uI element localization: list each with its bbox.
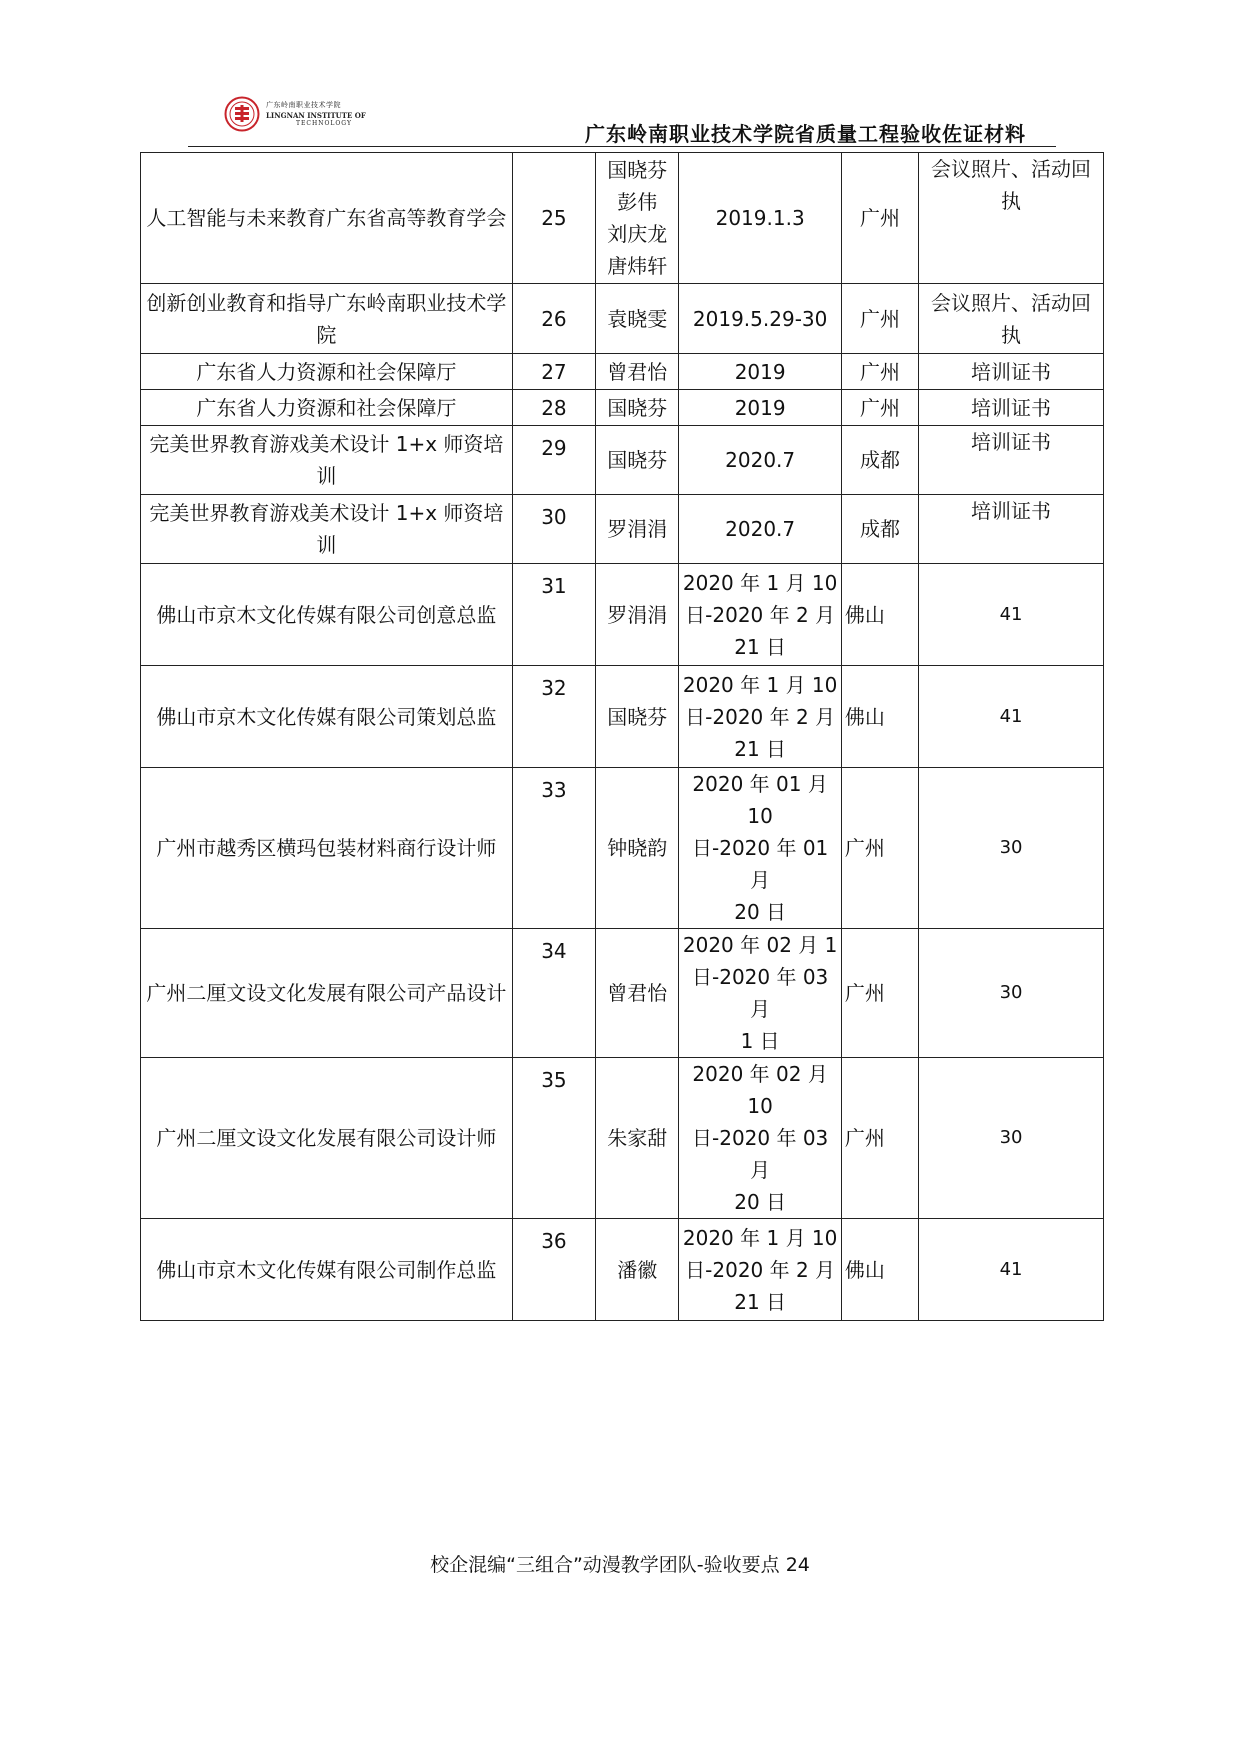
- cell-organization: 广东省人力资源和社会保障厅: [141, 390, 513, 426]
- cell-date: 2019.5.29-30: [679, 284, 842, 354]
- cell-evidence: 会议照片、活动回执: [919, 284, 1104, 354]
- date-line: 21 日: [734, 736, 787, 761]
- cell-date: 2019.1.3: [679, 153, 842, 284]
- cell-organization: 佛山市京木文化传媒有限公司策划总监: [141, 666, 513, 768]
- date-line: 日-2020 年 2 月: [685, 602, 836, 627]
- table-row: [141, 495, 1104, 564]
- cell-city: 广州: [841, 390, 918, 426]
- cell-evidence: 会议照片、活动回执: [919, 153, 1104, 284]
- cell-evidence: 培训证书: [919, 495, 1104, 564]
- cell-organization: 佛山市京木文化传媒有限公司创意总监: [141, 564, 513, 666]
- date-line: 1 日: [740, 1029, 780, 1053]
- cell-date: [679, 1058, 842, 1219]
- date-line: 20 日: [734, 900, 787, 924]
- table-row: [141, 564, 1104, 666]
- cell-person: 罗涓涓: [596, 495, 679, 564]
- date-line: 2020 年 01 月 10: [692, 772, 828, 828]
- logo-name-en-line1: LINGNAN INSTITUTE OF: [266, 111, 366, 120]
- date-line: 21 日: [734, 634, 787, 659]
- date-line: 日-2020 年 03 月: [692, 1126, 829, 1182]
- cell-city: 佛山: [841, 1219, 918, 1321]
- date-line: 21 日: [734, 1289, 787, 1314]
- date-line: 2020 年 1 月 10: [682, 672, 838, 697]
- date-line: 日-2020 年 2 月: [685, 1257, 836, 1282]
- cell-city: 佛山: [841, 666, 918, 768]
- cell-value: 30: [919, 929, 1104, 1058]
- cell-value: 41: [919, 666, 1104, 768]
- date-line: 20 日: [734, 1190, 787, 1214]
- cell-organization: 广东省人力资源和社会保障厅: [141, 354, 513, 390]
- cell-number: 32: [512, 666, 595, 768]
- cell-number: 25: [512, 153, 595, 284]
- logo-name-cn: 广东岭南职业技术学院: [266, 101, 341, 109]
- cell-evidence: 培训证书: [919, 426, 1104, 495]
- cell-number: 36: [512, 1219, 595, 1321]
- page-header-title: 广东岭南职业技术学院省质量工程验收佐证材料: [585, 122, 1026, 146]
- cell-person: 袁晓雯: [596, 284, 679, 354]
- cell-number: 35: [512, 1058, 595, 1219]
- date-line: 2020 年 02 月 1: [682, 933, 838, 957]
- cell-organization: 完美世界教育游戏美术设计 1+x 师资培训: [141, 495, 513, 564]
- cell-organization: 创新创业教育和指导广东岭南职业技术学院: [141, 284, 513, 354]
- table-row: [141, 153, 1104, 284]
- cell-person: 钟晓韵: [596, 768, 679, 929]
- cell-number: 31: [512, 564, 595, 666]
- cell-organization: 佛山市京木文化传媒有限公司制作总监: [141, 1219, 513, 1321]
- cell-person: 曾君怡: [596, 929, 679, 1058]
- cell-evidence: 培训证书: [919, 354, 1104, 390]
- cell-number: 34: [512, 929, 595, 1058]
- cell-city: 佛山: [841, 564, 918, 666]
- cell-city: 广州: [841, 284, 918, 354]
- cell-value: 30: [919, 768, 1104, 929]
- cell-number: 29: [512, 426, 595, 495]
- cell-city: 广州: [841, 354, 918, 390]
- table-row: [141, 390, 1104, 426]
- header-divider: [188, 146, 1056, 147]
- cell-date: [679, 666, 842, 768]
- cell-city: 广州: [841, 768, 918, 929]
- cell-organization: 完美世界教育游戏美术设计 1+x 师资培训: [141, 426, 513, 495]
- cell-number: 28: [512, 390, 595, 426]
- cell-city: 广州: [841, 929, 918, 1058]
- date-line: 2020 年 1 月 10: [682, 1225, 838, 1250]
- cell-person: 潘徽: [596, 1219, 679, 1321]
- cell-number: 30: [512, 495, 595, 564]
- cell-person: 国晓芬: [596, 426, 679, 495]
- cell-date: [679, 768, 842, 929]
- date-line: 2020 年 02 月 10: [692, 1062, 828, 1118]
- cell-date: 2020.7: [679, 495, 842, 564]
- cell-date: 2020.7: [679, 426, 842, 495]
- table-row: [141, 929, 1104, 1058]
- table-row: [141, 284, 1104, 354]
- cell-city: 成都: [841, 495, 918, 564]
- cell-number: 26: [512, 284, 595, 354]
- cell-number: 33: [512, 768, 595, 929]
- cell-city: 广州: [841, 153, 918, 284]
- page-footer: 校企混编“三组合”动漫教学团队-验收要点 24: [430, 1554, 810, 1576]
- table-row: [141, 666, 1104, 768]
- record-table: [140, 152, 1104, 1321]
- seal-icon: [224, 96, 260, 132]
- cell-person: 朱家甜: [596, 1058, 679, 1219]
- cell-date: 2019: [679, 390, 842, 426]
- cell-person: 曾君怡: [596, 354, 679, 390]
- cell-date: 2019: [679, 354, 842, 390]
- cell-person: 国晓芬: [596, 666, 679, 768]
- cell-city: 广州: [841, 1058, 918, 1219]
- cell-organization: 广州二厘文设文化发展有限公司设计师: [141, 1058, 513, 1219]
- institute-logo: [224, 96, 374, 134]
- cell-evidence: 培训证书: [919, 390, 1104, 426]
- cell-value: 41: [919, 1219, 1104, 1321]
- table-row: [141, 426, 1104, 495]
- cell-number: 27: [512, 354, 595, 390]
- date-line: 日-2020 年 01 月: [692, 836, 829, 892]
- cell-organization: 广州市越秀区横玛包装材料商行设计师: [141, 768, 513, 929]
- table-row: [141, 1219, 1104, 1321]
- cell-organization: 人工智能与未来教育广东省高等教育学会: [141, 153, 513, 284]
- logo-name-en-line2: TECHNOLOGY: [296, 120, 352, 127]
- date-line: 日-2020 年 03 月: [692, 965, 829, 1021]
- cell-date: [679, 564, 842, 666]
- table-row: [141, 354, 1104, 390]
- cell-person: 罗涓涓: [596, 564, 679, 666]
- cell-date: [679, 1219, 842, 1321]
- cell-person: 国晓芬: [596, 390, 679, 426]
- cell-person: 国晓芬 彭伟 刘庆龙 唐炜轩: [596, 153, 679, 284]
- table-row: [141, 1058, 1104, 1219]
- table-row: [141, 768, 1104, 929]
- date-line: 2020 年 1 月 10: [682, 570, 838, 595]
- cell-city: 成都: [841, 426, 918, 495]
- date-line: 日-2020 年 2 月: [685, 704, 836, 729]
- cell-value: 30: [919, 1058, 1104, 1219]
- cell-value: 41: [919, 564, 1104, 666]
- cell-organization: 广州二厘文设文化发展有限公司产品设计: [141, 929, 513, 1058]
- cell-date: [679, 929, 842, 1058]
